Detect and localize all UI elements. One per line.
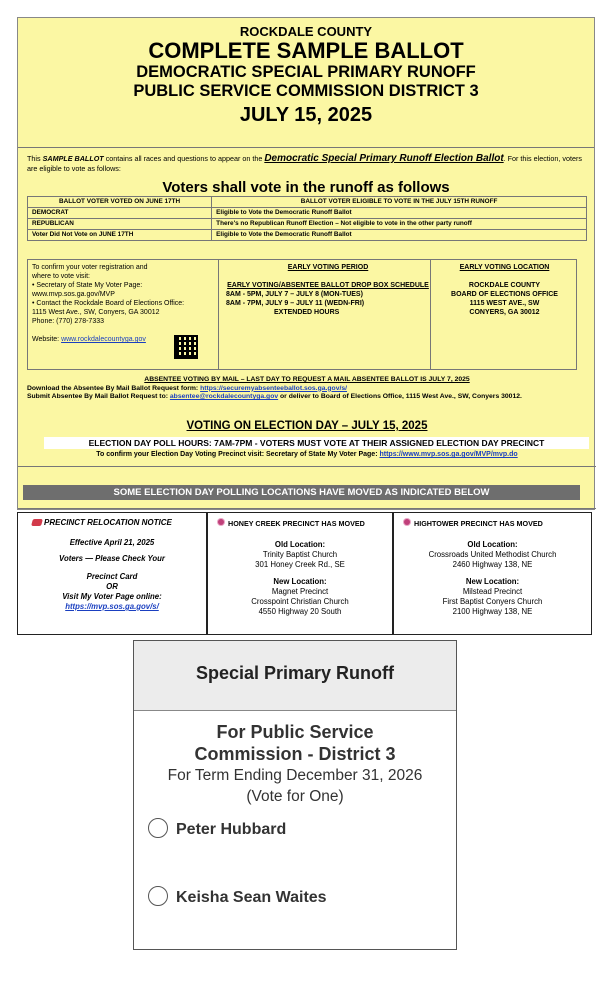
website-label: Website: [32, 336, 60, 343]
or-text: OR [106, 582, 118, 591]
absentee-download-line [27, 385, 587, 394]
location-line-4: CONYERS, GA 30012 [469, 309, 540, 316]
intro-middle: contains all races and questions to appear on the [105, 154, 263, 163]
submit-rest: or deliver to Board of Elections Office, 1115 West Ave., SW, Conyers 30012. [280, 393, 522, 400]
new-location-label: New Location: [465, 577, 520, 586]
ballot-header [18, 18, 594, 148]
board-address: 1115 West Ave., SW, Conyers, GA 30012 [32, 309, 160, 316]
old-location-line: 301 Honey Creek Rd., SE [255, 560, 345, 569]
divider [18, 466, 596, 467]
candidate-option[interactable] [148, 886, 327, 907]
ballot-title: COMPLETE SAMPLE BALLOT [148, 38, 464, 63]
runoff-rules-table [27, 196, 587, 241]
qr-code-icon [174, 335, 198, 359]
schedule-line-2: 8AM - 7PM, JULY 9 – JULY 11 (WEDN-FRI) [226, 300, 365, 307]
honey-creek-title-text: HONEY CREEK PRECINCT HAS MOVED [228, 519, 365, 528]
check-text: Voters — Please Check Your [59, 554, 165, 563]
table-row [28, 219, 587, 230]
map-pin-icon [218, 519, 224, 525]
map-pin-icon [404, 519, 410, 525]
table-row [28, 230, 587, 241]
locations-moved-banner: SOME ELECTION DAY POLLING LOCATIONS HAVE MOVED AS INDICATED BELOW [23, 485, 580, 500]
early-voting-location [432, 263, 577, 317]
absentee-deadline: ABSENTEE VOTING BY MAIL – LAST DAY TO REQUEST A MAIL ABSENTEE BALLOT IS JULY 7, 2025 [144, 376, 470, 383]
radio-button[interactable] [148, 818, 168, 838]
divider [218, 260, 219, 369]
intro-suffix: . For this election, voters are eligible to vote as follows: [27, 154, 582, 173]
candidate-name: Peter Hubbard [176, 821, 287, 838]
row-voted: DEMOCRAT [28, 208, 212, 219]
download-label: Download the Absentee By Mail Ballot Request form: [27, 384, 199, 392]
row-eligible: There's no Republican Runoff Election – Not eligible to vote in the other party runoff [212, 219, 587, 230]
row-voted: Voter Did Not Vote on JUNE 17TH [28, 230, 212, 241]
table-header-row [28, 197, 587, 208]
board-label: • Contact the Rockdale Board of Elections Office: [32, 300, 185, 307]
early-voting-schedule [220, 263, 430, 317]
intro-prefix: This [27, 154, 41, 163]
location-line-3: 1115 WEST AVE., SW [469, 300, 540, 307]
download-link[interactable]: https://securemyabsenteeballot.sos.ga.gov/s/ [200, 384, 348, 392]
confirm-text-2: where to vote visit: [32, 273, 90, 280]
honey-creek-panel [207, 512, 393, 635]
voter-info-box [27, 259, 577, 370]
early-period-title: EARLY VOTING PERIOD [287, 264, 369, 271]
row-voted: REPUBLICAN [28, 219, 212, 230]
schedule-line-1: 8AM - 5PM, JULY 7 – JULY 8 (MON-TUES) [226, 291, 363, 298]
website-link[interactable]: www.rockdalecountyga.gov [61, 336, 146, 343]
location-title: EARLY VOTING LOCATION [459, 264, 550, 271]
precinct-confirm-line [18, 451, 596, 458]
table-row [28, 208, 587, 219]
poll-hours: ELECTION DAY POLL HOURS: 7AM-7PM - VOTERS MUST VOTE AT THEIR ASSIGNED ELECTION DAY PRECINCT [44, 437, 589, 449]
vote-for-one: (Vote for One) [246, 788, 344, 805]
new-location-line: 2100 Highway 138, NE [452, 607, 533, 616]
dropbox-title: EARLY VOTING/ABSENTEE BALLOT DROP BOX SCHEDULE [227, 282, 429, 289]
confirm-text: To confirm your voter registration and [32, 264, 148, 271]
new-location-line: Magnet Precinct [271, 587, 329, 596]
relocation-notice-panel [17, 512, 207, 635]
precinct-confirm-label: To confirm your Election Day Voting Precinct visit: Secretary of State My Voter Page: [96, 451, 378, 458]
new-location-label: New Location: [273, 577, 327, 586]
header-voted: BALLOT VOTER VOTED ON JUNE 17TH [28, 197, 212, 208]
hightower-panel [393, 512, 592, 635]
election-name: DEMOCRATIC SPECIAL PRIMARY RUNOFF [136, 63, 476, 81]
hightower-title [394, 513, 591, 529]
effective-date: Effective April 21, 2025 [69, 538, 155, 547]
ballot-card-header: Special Primary Runoff [134, 641, 456, 711]
precinct-confirm-link[interactable]: https://www.mvp.sos.ga.gov/MVP/mvp.do [379, 451, 518, 458]
new-location-line: First Baptist Conyers Church [442, 597, 543, 606]
row-eligible: Eligible to Vote the Democratic Runoff Ballot [212, 230, 587, 241]
candidate-name: Keisha Sean Waites [176, 889, 327, 906]
sos-url: www.mvp.sos.ga.gov/MVP [32, 291, 115, 298]
race-title-line-2: Commission - District 3 [194, 744, 396, 764]
election-day-title: VOTING ON ELECTION DAY – JULY 15, 2025 [186, 420, 428, 432]
precinct-card-text: Precinct Card [86, 572, 138, 581]
old-location-label: Old Location: [274, 540, 326, 549]
hightower-title-text: HIGHTOWER PRECINCT HAS MOVED [414, 519, 543, 528]
old-location-line: 2460 Highway 138, NE [452, 560, 533, 569]
voter-page-link[interactable]: https://mvp.sos.ga.gov/s/ [65, 602, 159, 611]
county-name: ROCKDALE COUNTY [239, 24, 373, 39]
old-location-line: Crossroads United Methodist Church [428, 550, 557, 559]
election-date: JULY 15, 2025 [239, 104, 373, 126]
header-eligible: BALLOT VOTER ELIGIBLE TO VOTE IN THE JULY 15TH RUNOFF [212, 197, 587, 208]
voter-registration-info [32, 263, 218, 344]
sos-label: • Secretary of State My Voter Page: [32, 282, 143, 289]
intro-sample-ballot: SAMPLE BALLOT [42, 154, 104, 163]
district-name: PUBLIC SERVICE COMMISSION DISTRICT 3 [133, 82, 479, 100]
submit-email-link[interactable]: absentee@rockdalecountyga.gov [169, 393, 279, 400]
absentee-info [27, 376, 587, 402]
race-term: For Term Ending December 31, 2026 [167, 767, 423, 784]
new-location-line: 4550 Highway 20 South [258, 607, 342, 616]
new-location-line: Crosspoint Christian Church [251, 597, 349, 606]
notice-flag-icon [31, 519, 43, 526]
old-location-label: Old Location: [467, 540, 518, 549]
intro-text [18, 148, 594, 173]
old-location-line: Trinity Baptist Church [262, 550, 338, 559]
intro-ballot-name: Democratic Special Primary Runoff Election Ballot [264, 153, 504, 164]
sample-ballot-sheet [17, 17, 595, 510]
absentee-submit-line [27, 393, 587, 402]
candidate-option[interactable] [148, 818, 286, 839]
runoff-rules-title: Voters shall vote in the runoff as follows [162, 179, 450, 196]
honey-creek-title [208, 513, 392, 529]
location-line-2: BOARD OF ELECTIONS OFFICE [451, 291, 558, 298]
row-eligible: Eligible to Vote the Democratic Runoff Ballot [212, 208, 587, 219]
ballot-race-card [133, 640, 457, 950]
schedule-line-3: EXTENDED HOURS [274, 309, 340, 316]
new-location-line: Milstead Precinct [462, 587, 523, 596]
board-phone: Phone: (770) 278-7333 [32, 318, 104, 325]
relocation-notice-title [18, 513, 206, 528]
relocation-title-text: PRECINCT RELOCATION NOTICE [44, 518, 172, 527]
location-line-1: ROCKDALE COUNTY [468, 282, 541, 289]
submit-label: Submit Absentee By Mail Ballot Request to: [27, 393, 168, 400]
radio-button[interactable] [148, 886, 168, 906]
race-title-line-1: For Public Service [216, 722, 374, 742]
divider [18, 508, 596, 509]
visit-text: Visit My Voter Page online: [62, 592, 162, 601]
divider [430, 260, 431, 369]
